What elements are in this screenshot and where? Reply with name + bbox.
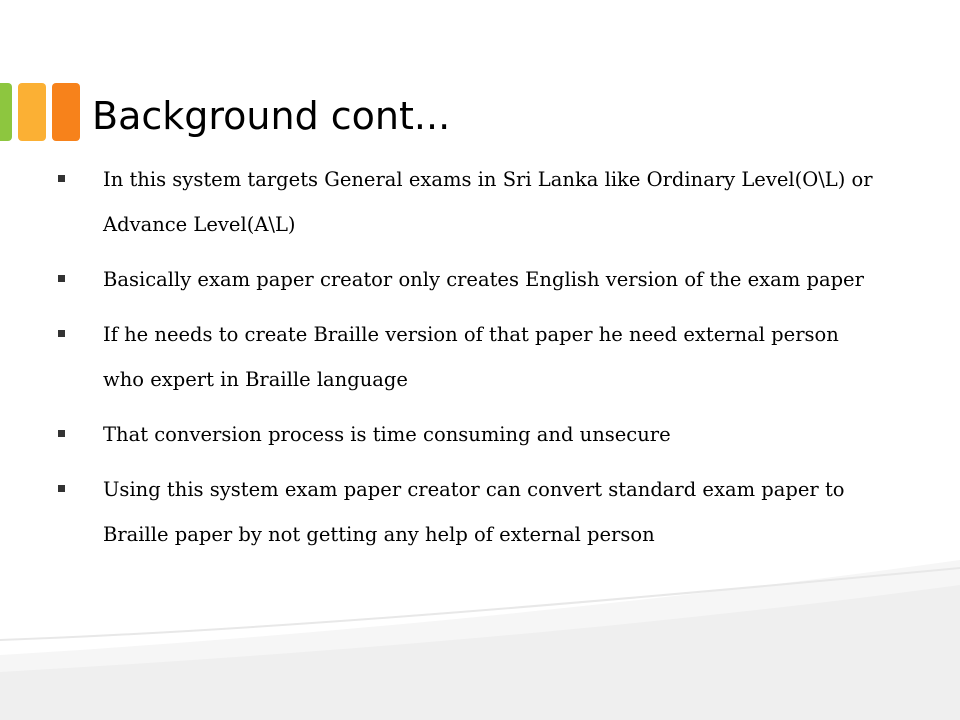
accent-bar-orange: [52, 83, 80, 141]
bullet-text: Using this system exam paper creator can convert standard exam paper to Braille paper by not getting any help of external person: [103, 478, 845, 546]
bullet-item: [54, 312, 874, 402]
square-bullet-icon: [58, 275, 65, 282]
square-bullet-icon: [58, 430, 65, 437]
bullet-text: If he needs to create Braille version of that paper he need external person who expert in Braille language: [103, 323, 839, 391]
slide-title: Background cont...: [92, 94, 451, 138]
square-bullet-icon: [58, 175, 65, 182]
bullet-text: In this system targets General exams in Sri Lanka like Ordinary Level(O\L) or Advance Level(A\L): [103, 168, 873, 236]
accent-bar-gold: [18, 83, 46, 141]
square-bullet-icon: [58, 485, 65, 492]
bullet-item: [54, 467, 874, 557]
square-bullet-icon: [58, 330, 65, 337]
bullet-item: [54, 412, 874, 457]
bullet-text: That conversion process is time consuming and unsecure: [103, 423, 671, 446]
bullet-list: [54, 157, 874, 567]
bullet-text: Basically exam paper creator only creates English version of the exam paper: [103, 268, 864, 291]
bullet-item: [54, 257, 874, 302]
accent-bar-green: [0, 83, 12, 141]
bullet-item: [54, 157, 874, 247]
